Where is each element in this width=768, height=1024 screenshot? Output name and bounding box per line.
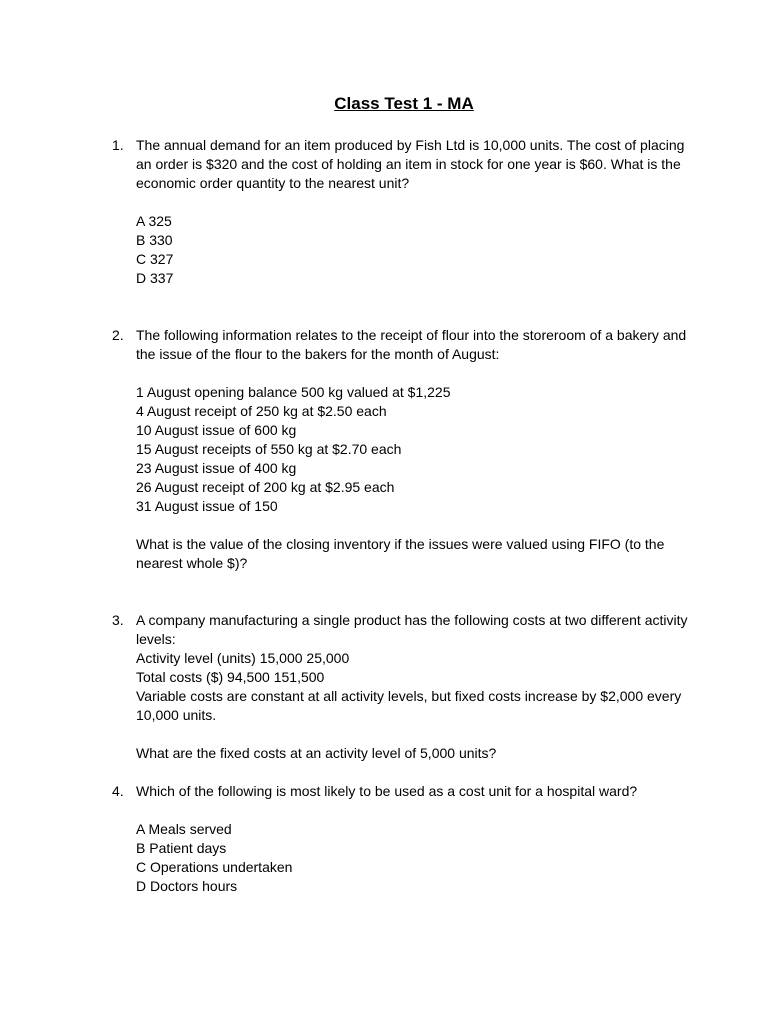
inventory-line: 31 August issue of 150 <box>136 498 278 514</box>
inventory-line: 26 August receipt of 200 kg at $2.95 each <box>136 479 395 495</box>
question-2 <box>112 326 688 573</box>
question-list <box>112 136 688 896</box>
question-number: 3. <box>112 612 124 628</box>
answer-option: A 325 <box>136 213 172 229</box>
answer-option: D Doctors hours <box>136 878 238 894</box>
question-body <box>136 782 688 896</box>
question-text: Which of the following is most likely to be used as a cost unit for a hospital ward? <box>136 783 638 799</box>
cost-data-line: Total costs ($) 94,500 151,500 <box>136 669 325 685</box>
question-body <box>136 136 688 288</box>
question-text: The annual demand for an item produced by Fish Ltd is 10,000 units. The cost of placing an order is $320 and the cost of holding an item in stock for one year is $60. What is the economic order quantity to the nearest unit? <box>136 137 685 191</box>
answer-option: B Patient days <box>136 840 227 856</box>
inventory-line: 4 August receipt of 250 kg at $2.50 each <box>136 403 387 419</box>
inventory-line: 15 August receipts of 550 kg at $2.70 each <box>136 441 402 457</box>
inventory-line: 1 August opening balance 500 kg valued at $1,225 <box>136 384 451 400</box>
inventory-line: 10 August issue of 600 kg <box>136 422 297 438</box>
cost-data-line: Variable costs are constant at all activity levels, but fixed costs increase by $2,000 every 10,000 units. <box>136 688 682 723</box>
cost-data-line: Activity level (units) 15,000 25,000 <box>136 650 350 666</box>
question-1 <box>112 136 688 288</box>
question-3 <box>112 611 688 763</box>
answer-option: D 337 <box>136 270 174 286</box>
inventory-line: 23 August issue of 400 kg <box>136 460 297 476</box>
question-body <box>136 326 688 573</box>
page-title: Class Test 1 - MA <box>334 94 474 113</box>
question-prompt: What are the fixed costs at an activity level of 5,000 units? <box>136 745 497 761</box>
answer-option: B 330 <box>136 232 173 248</box>
question-number: 2. <box>112 327 124 343</box>
question-4 <box>112 782 688 896</box>
answer-option: C 327 <box>136 251 174 267</box>
question-prompt: What is the value of the closing inventory if the issues were valued using FIFO (to the nearest whole $)? <box>136 536 665 571</box>
question-number: 1. <box>112 137 124 153</box>
question-number: 4. <box>112 783 124 799</box>
question-text: The following information relates to the receipt of flour into the storeroom of a bakery and the issue of the flour to the bakers for the month of August: <box>136 327 687 362</box>
answer-option: C Operations undertaken <box>136 859 293 875</box>
question-text: A company manufacturing a single product has the following costs at two different activity levels: <box>136 612 688 647</box>
answer-option: A Meals served <box>136 821 232 837</box>
question-body <box>136 611 688 763</box>
